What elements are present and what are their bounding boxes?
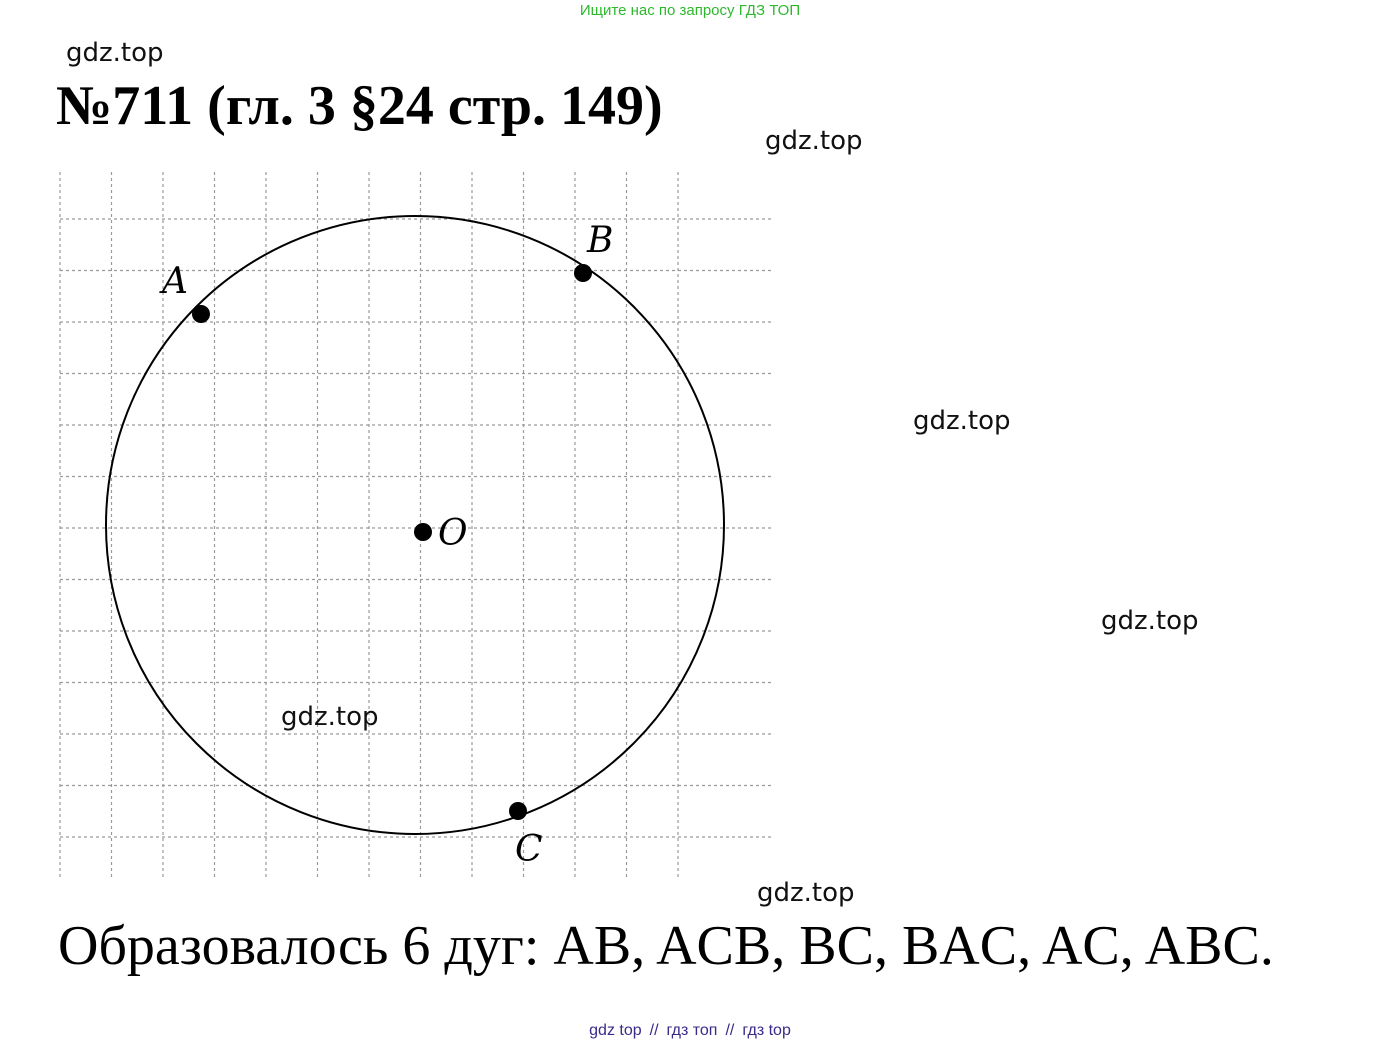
point-a-dot bbox=[192, 305, 210, 323]
point-b-label: B bbox=[587, 220, 614, 261]
center-o-dot bbox=[414, 523, 432, 541]
watermark: gdz.top bbox=[913, 406, 1011, 436]
answer-text: Образовалось 6 дуг: AB, ACB, BC, BAC, AC, ABC. bbox=[58, 915, 1274, 977]
footer-link-gdz-top-ru[interactable]: гдз топ bbox=[666, 1022, 718, 1039]
footer-link-gdz-top-mixed[interactable]: гдз top bbox=[742, 1022, 791, 1039]
point-c-label: C bbox=[515, 829, 543, 870]
point-c-dot bbox=[509, 802, 527, 820]
footer-separator: // bbox=[725, 1022, 735, 1039]
watermark: gdz.top bbox=[1101, 606, 1199, 636]
search-banner: Ищите нас по запросу ГДЗ ТОП bbox=[579, 2, 801, 19]
exercise-title: №711 (гл. 3 §24 стр. 149) bbox=[56, 75, 663, 137]
footer-separator: // bbox=[649, 1022, 659, 1039]
footer-link-gdz-top[interactable]: gdz top bbox=[589, 1022, 642, 1039]
watermark: gdz.top bbox=[66, 38, 164, 68]
point-b-dot bbox=[574, 264, 592, 282]
point-a-label: A bbox=[162, 261, 188, 302]
footer-links bbox=[0, 1022, 1380, 1040]
center-o-label: O bbox=[438, 513, 468, 554]
watermark: gdz.top bbox=[281, 702, 379, 732]
watermark: gdz.top bbox=[757, 878, 855, 908]
watermark: gdz.top bbox=[765, 126, 863, 156]
